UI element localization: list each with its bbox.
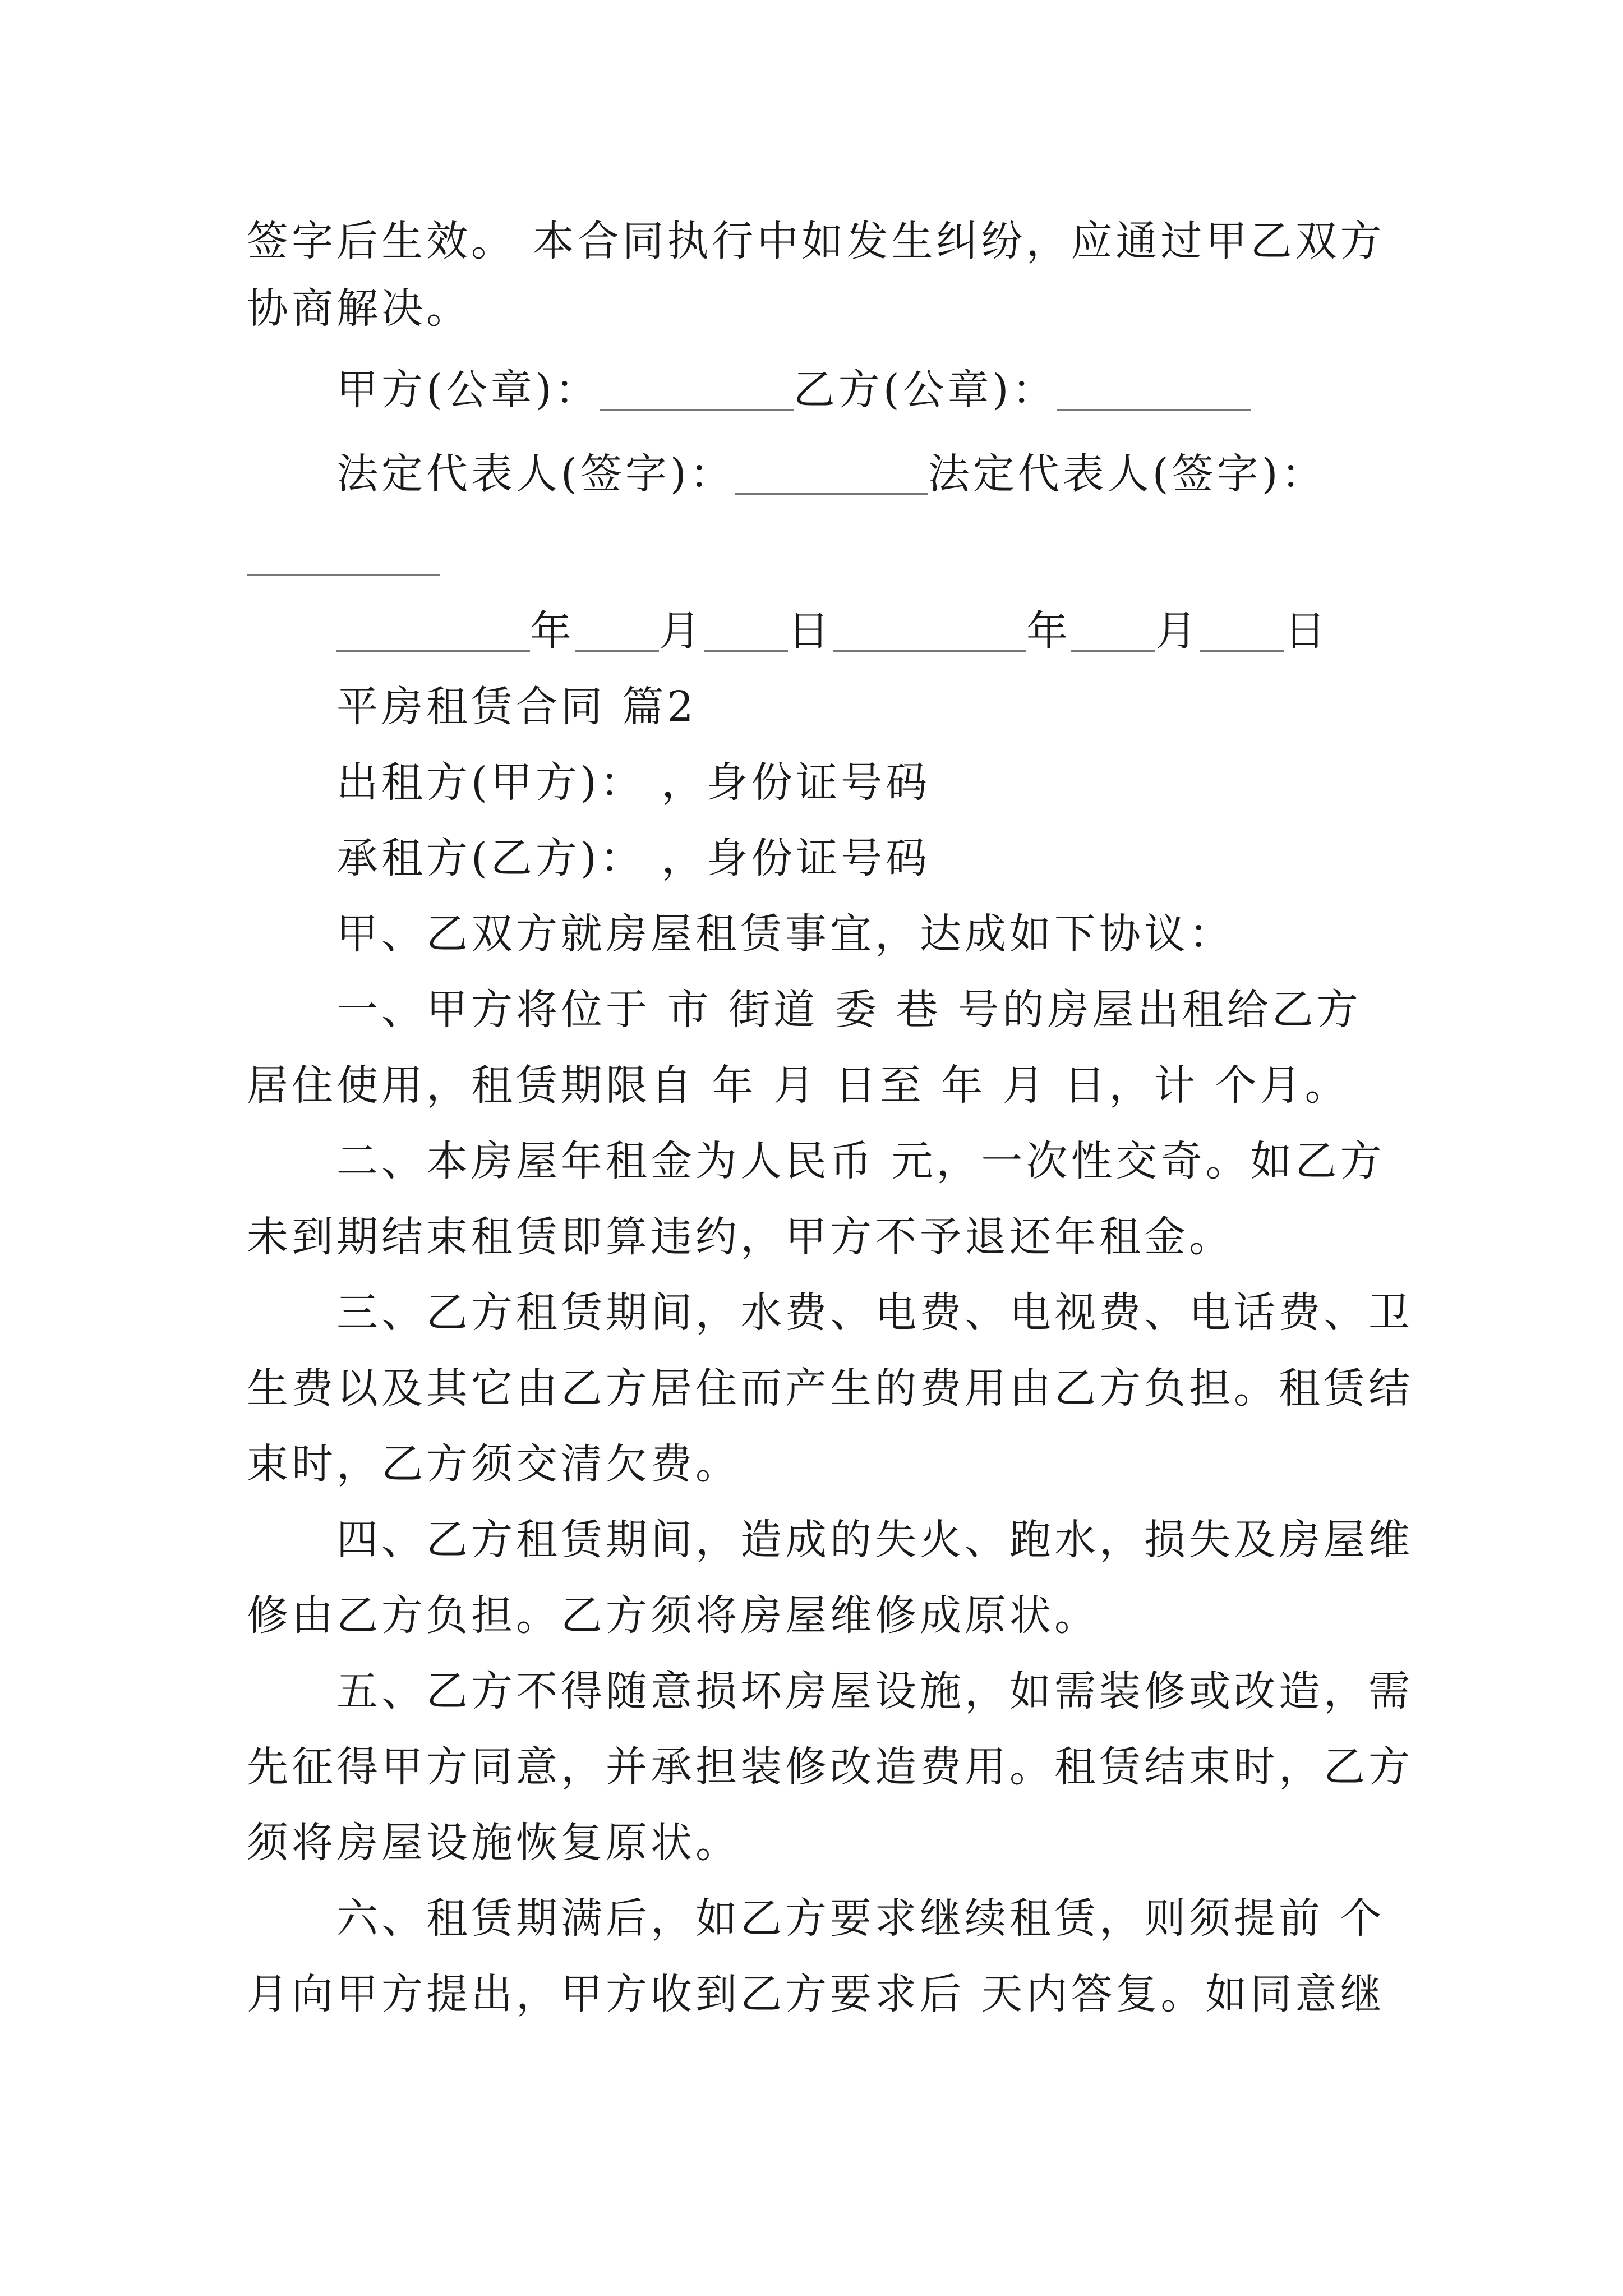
date-line	[336, 603, 1391, 659]
clause-4-line-2: 修由乙方负担。乙方须将房屋维修成原状。	[247, 1591, 1099, 1640]
lessor-line: 出租方(甲方)： ，身份证号码	[336, 758, 931, 807]
party-b-representative-label: 法定代表人(签字)：	[928, 450, 1326, 498]
date-b-day-label: 日	[1284, 607, 1329, 655]
clause-3-line-1: 三、乙方租赁期间，水费、电费、电视费、电话费、卫	[336, 1289, 1413, 1337]
lessee-line: 承租方(乙方)： ，身份证号码	[336, 834, 931, 882]
date-a-year-blank	[336, 611, 530, 652]
date-b-month-blank	[1071, 611, 1155, 652]
clause-3-line-3: 束时，乙方须交清欠费。	[247, 1440, 740, 1488]
party-a-representative-blank	[735, 454, 928, 495]
section-heading: 平房租赁合同 篇2	[336, 683, 697, 731]
party-a-seal-label: 甲方(公章)：	[336, 366, 600, 414]
seal-line	[336, 362, 1391, 418]
clause-5-line-1: 五、乙方不得随意损坏房屋设施，如需装修或改造，需	[336, 1667, 1413, 1715]
text-line: 签字后生效。 本合同执行中如发生纠纷，应通过甲乙双方	[247, 217, 1385, 265]
date-a-day-label: 日	[788, 607, 833, 655]
date-b-year-label: 年	[1026, 607, 1071, 655]
clause-1-line-2: 居住使用，租赁期限自 年 月 日至 年 月 日，计 个月。	[247, 1061, 1350, 1110]
party-a-representative-label: 法定代表人(签字)：	[336, 450, 735, 498]
clause-2-line-1: 二、本房屋年租金为人民币 元，一次性交奇。如乙方	[336, 1137, 1385, 1185]
date-a-day-blank	[704, 611, 788, 652]
party-b-seal-blank	[1057, 370, 1251, 411]
party-a-seal-blank	[600, 370, 794, 411]
representative-line	[336, 446, 1391, 502]
clause-1-line-1: 一、甲方将位于 市 街道 委 巷 号的房屋出租给乙方	[336, 986, 1362, 1034]
clause-6-line-1: 六、租赁期满后，如乙方要求继续租赁，则须提前 个	[336, 1894, 1385, 1943]
date-b-month-label: 月	[1155, 607, 1200, 655]
clause-2-line-2: 未到期结束租赁即算违约，甲方不予退还年租金。	[247, 1213, 1234, 1261]
clause-6-line-2: 月向甲方提出，甲方收到乙方要求后 天内答复。如同意继	[247, 1970, 1385, 2018]
clause-5-line-2: 先征得甲方同意，并承担装修改造费用。租赁结束时，乙方	[247, 1743, 1413, 1791]
date-a-month-blank	[575, 611, 659, 652]
date-b-day-blank	[1200, 611, 1284, 652]
date-a-month-label: 月	[659, 607, 704, 655]
date-b-year-blank	[833, 611, 1026, 652]
agreement-intro: 甲、乙双方就房屋租赁事宜，达成如下协议：	[336, 910, 1234, 958]
party-b-representative-blank	[247, 535, 440, 576]
representative-blank-line	[247, 527, 1391, 583]
text-line: 协商解决。	[247, 284, 471, 333]
clause-3-line-2: 生费以及其它由乙方居住而产生的费用由乙方负担。租赁结	[247, 1364, 1413, 1412]
clause-5-line-3: 须将房屋设施恢复原状。	[247, 1819, 740, 1867]
date-a-year-label: 年	[530, 607, 575, 655]
party-b-seal-label: 乙方(公章)：	[793, 366, 1057, 414]
clause-4-line-1: 四、乙方租赁期间，造成的失火、跑水，损失及房屋维	[336, 1516, 1413, 1564]
